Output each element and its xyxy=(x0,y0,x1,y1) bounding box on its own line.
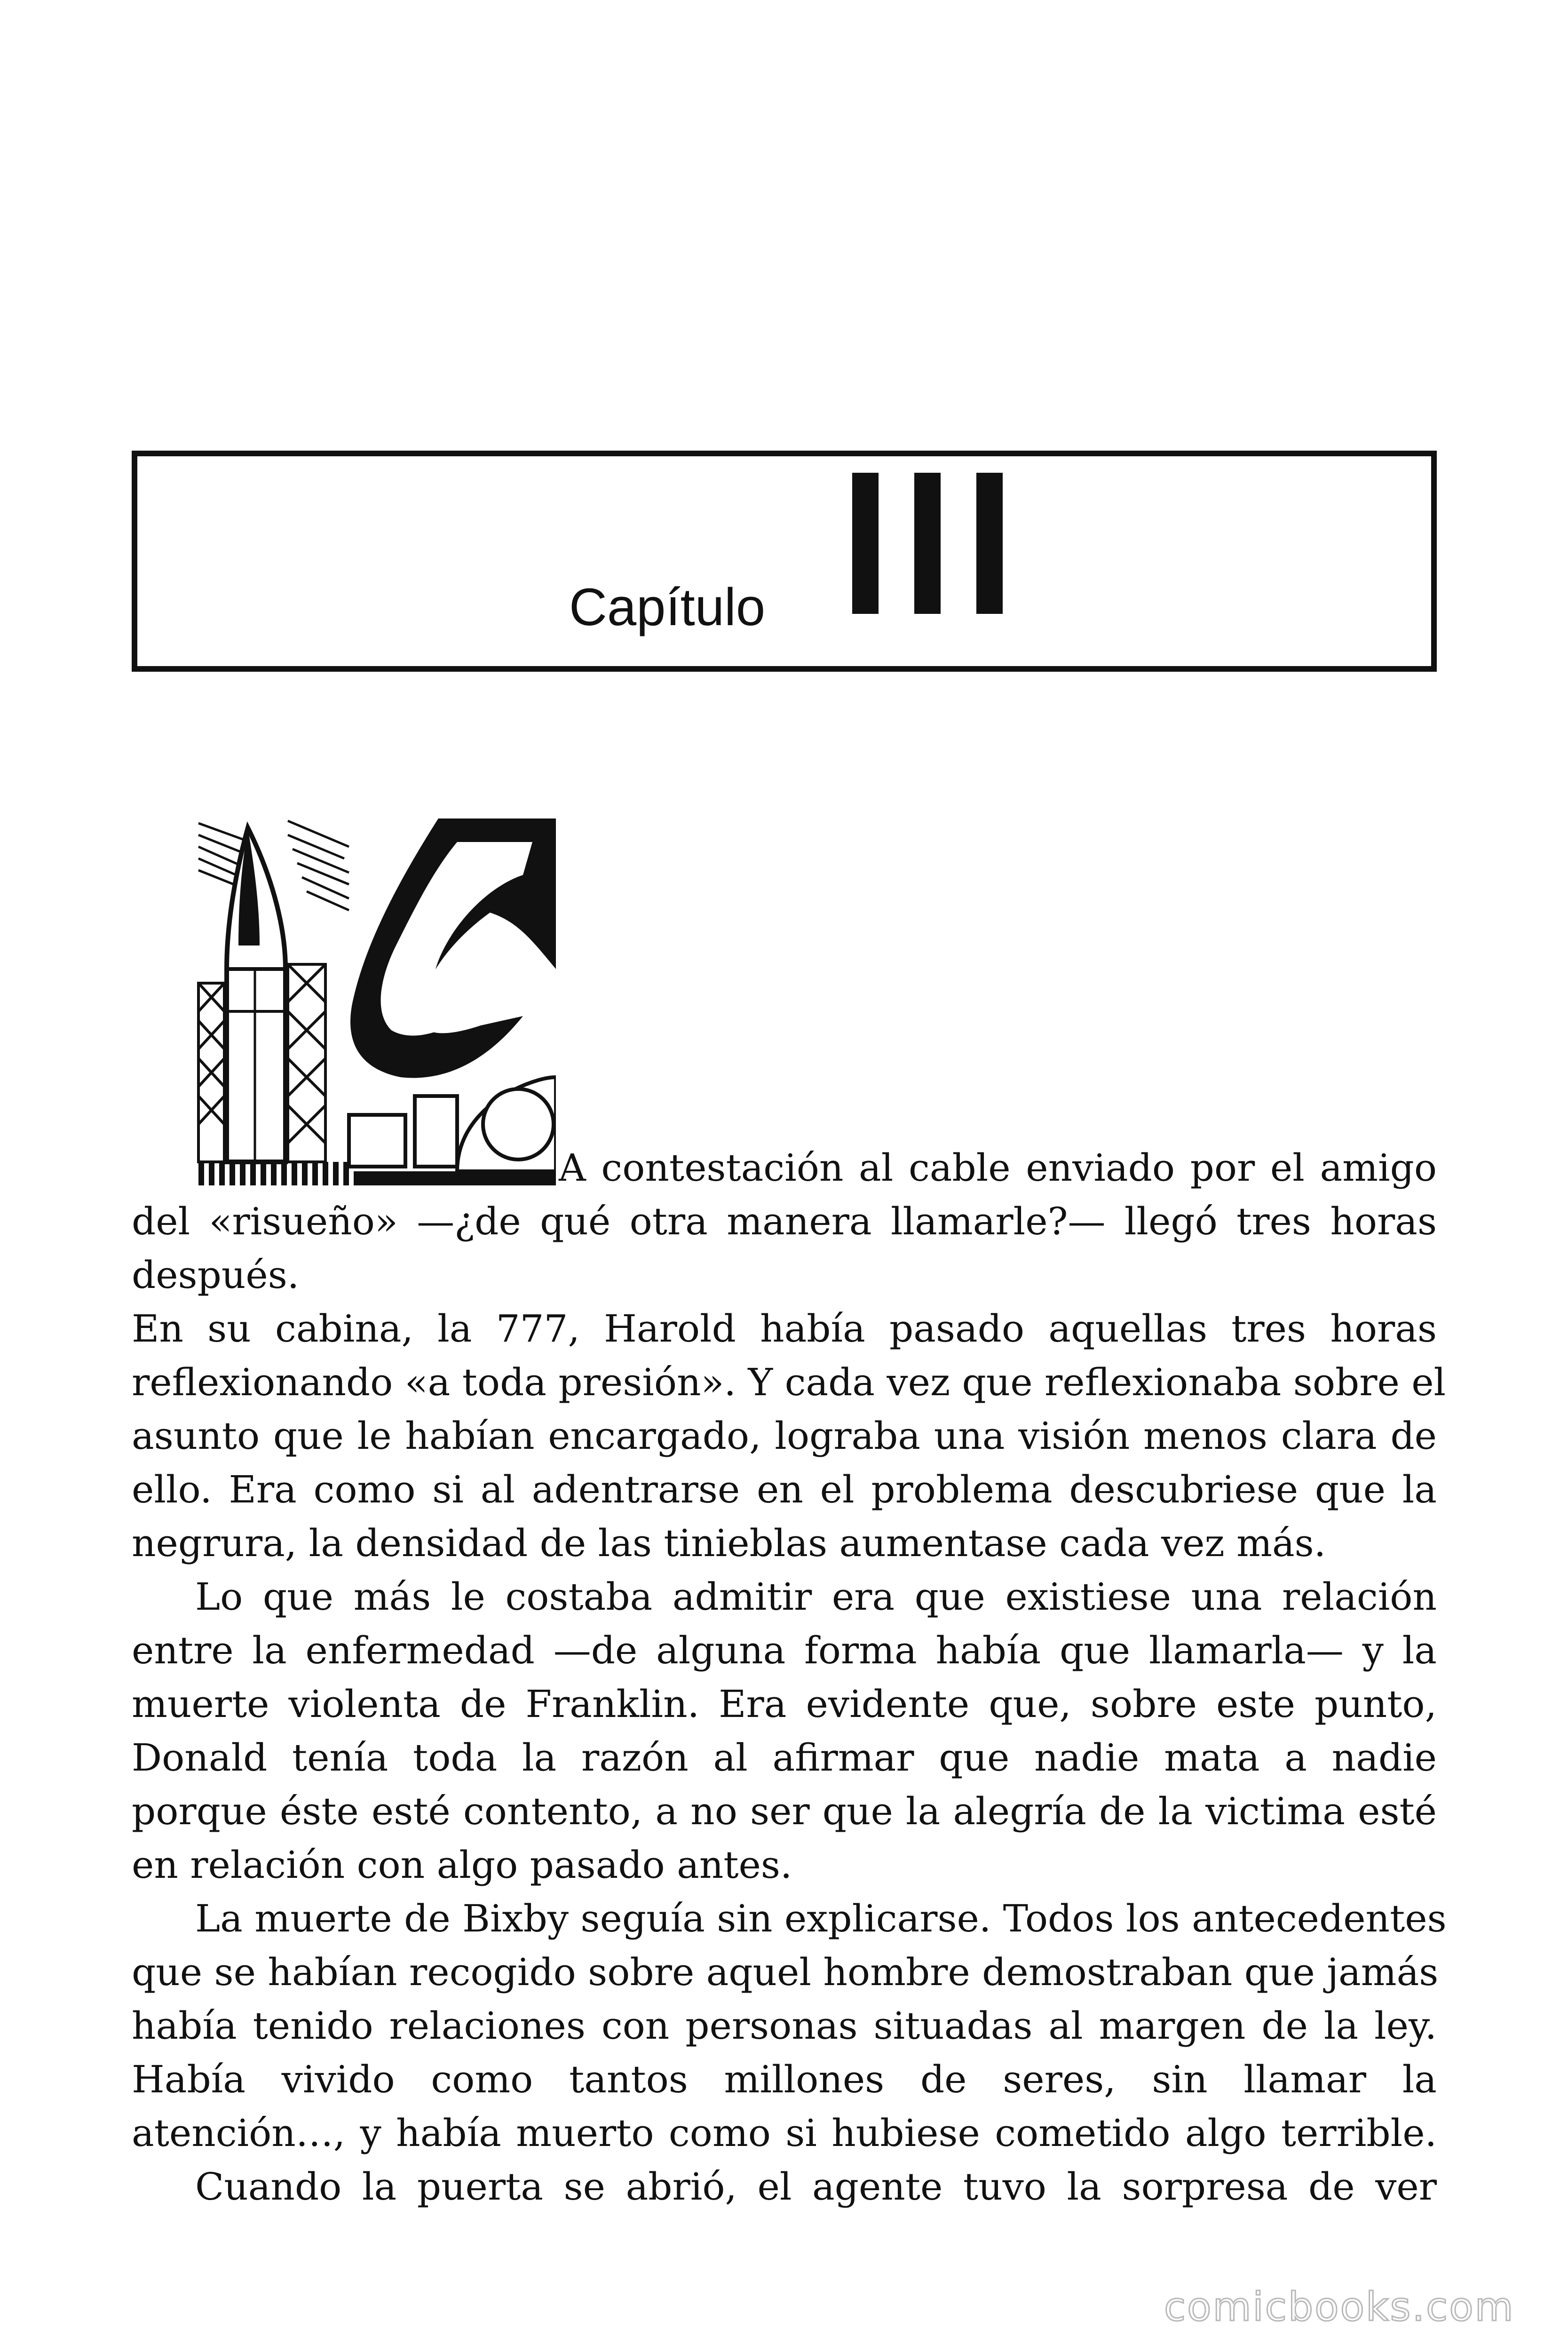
body-line-12: Donald tenía toda la razón al afirmar que nadie mata a nadie xyxy=(132,1736,1437,1780)
body-line-15: La muerte de Bixby seguía sin explicarse. Todos los antecedentes xyxy=(195,1897,1447,1940)
body-line-19: atención…, y había muerto como si hubiese cometido algo terrible. xyxy=(132,2111,1437,2155)
body-line-6: asunto que le habían encargado, lograba una visión menos clara de xyxy=(132,1414,1437,1458)
dropcap-illustration xyxy=(194,814,556,1185)
watermark: comicbooks.com xyxy=(1164,2284,1515,2330)
body-line-8: negrura, la densidad de las tinieblas aumentase cada vez más. xyxy=(132,1521,1326,1565)
chapter-numeral xyxy=(852,473,1003,614)
rocket-illustration-icon xyxy=(194,814,556,1185)
body-line-3: después. xyxy=(132,1253,300,1297)
chapter-label: Capítulo xyxy=(569,578,766,636)
body-line-13: porque éste esté contento, a no ser que la alegría de la victima esté xyxy=(132,1789,1437,1833)
body-line-7: ello. Era como si al adentrarse en el problema descubriese que la xyxy=(132,1468,1437,1511)
body-line-5: reflexionando «a toda presión». Y cada vez que reflexionaba sobre el xyxy=(132,1360,1446,1404)
body-line-16: que se habían recogido sobre aquel hombre demostraban que jamás xyxy=(132,1950,1439,1994)
chapter-header xyxy=(132,451,1437,672)
numeral-stroke xyxy=(914,473,941,614)
body-line-14: en relación con algo pasado antes. xyxy=(132,1843,792,1887)
body-line-10: entre la enfermedad —de alguna forma había que llamarla— y la xyxy=(132,1629,1437,1672)
body-line-1: A contestación al cable enviado por el amigo xyxy=(559,1146,1437,1190)
numeral-stroke xyxy=(976,473,1003,614)
body-line-2: del «risueño» —¿de qué otra manera llamarle?— llegó tres horas xyxy=(132,1200,1437,1243)
numeral-stroke xyxy=(852,473,879,614)
body-line-4: En su cabina, la 777, Harold había pasado aquellas tres horas xyxy=(132,1307,1437,1351)
body-line-20: Cuando la puerta se abrió, el agente tuvo la sorpresa de ver xyxy=(195,2165,1437,2209)
body-line-17: había tenido relaciones con personas situadas al margen de la ley. xyxy=(132,2004,1437,2048)
body-line-11: muerte violenta de Franklin. Era evidente que, sobre este punto, xyxy=(132,1682,1437,1726)
body-line-9: Lo que más le costaba admitir era que existiese una relación xyxy=(195,1575,1437,1619)
body-line-18: Había vivido como tantos millones de seres, sin llamar la xyxy=(132,2058,1437,2101)
